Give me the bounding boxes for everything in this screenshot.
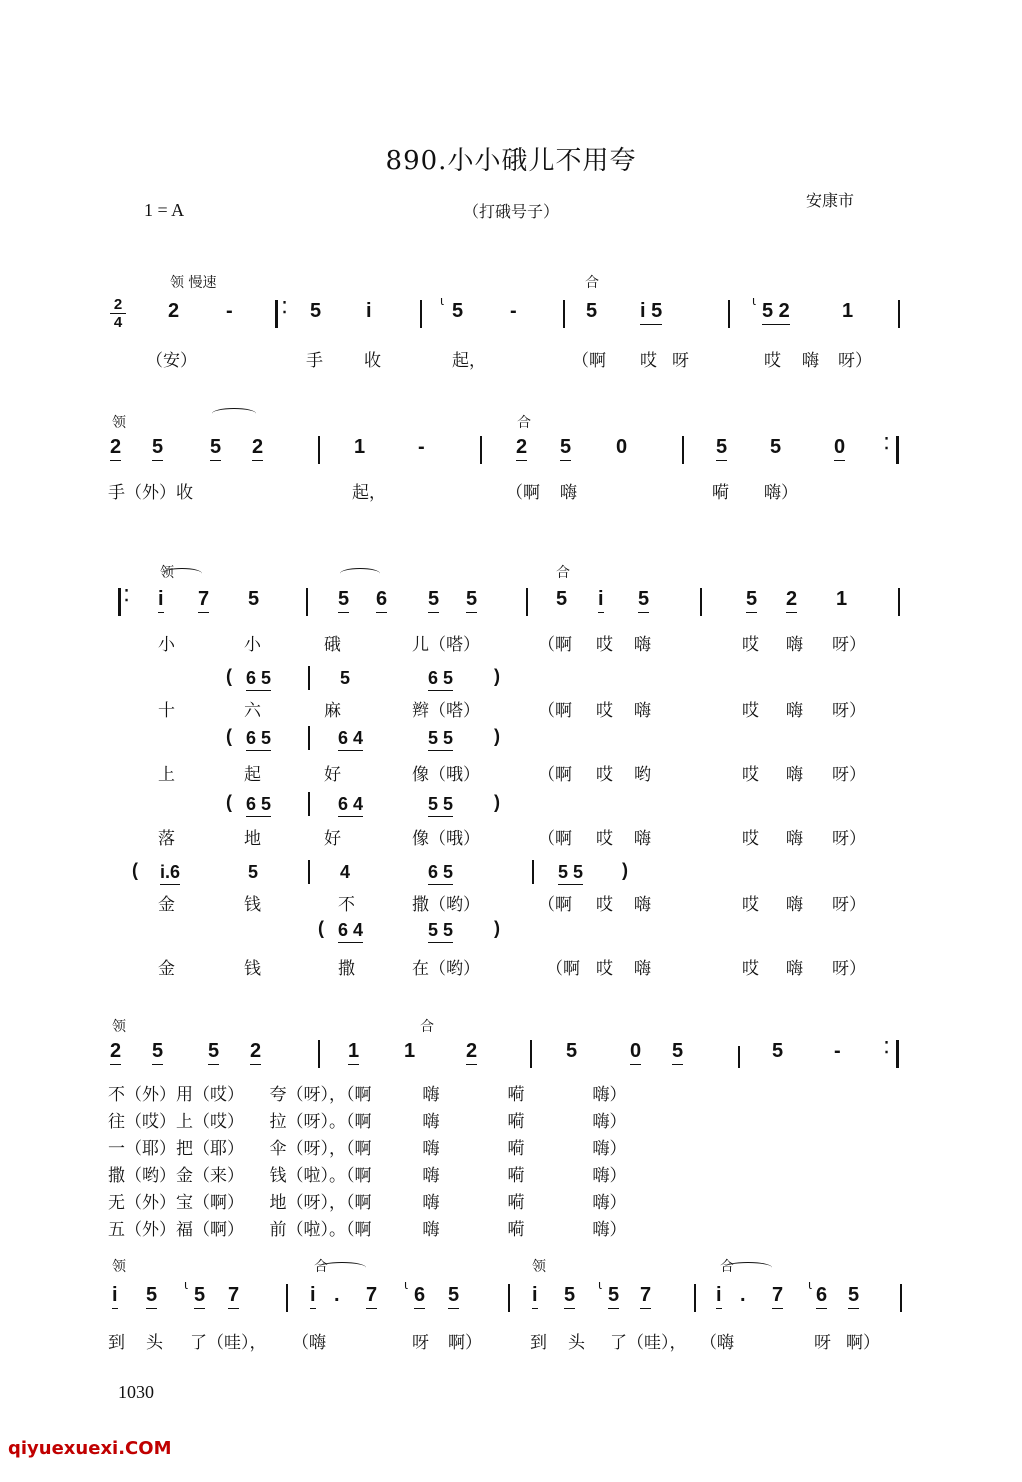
cue-lead: 领 — [112, 1259, 126, 1275]
alt-bracket-close: ) — [494, 792, 500, 812]
slur-mark — [340, 568, 380, 579]
slur-mark — [318, 1262, 366, 1273]
alt-bracket-open: ( — [226, 792, 232, 812]
grace-ornament-icon: ɩ — [404, 1278, 409, 1292]
lyric: 嗨 — [786, 635, 803, 655]
genre-subtitle: （打硪号子） — [462, 202, 559, 221]
alt-note-group: 6 4 — [338, 728, 363, 751]
lyric: 起， — [452, 351, 486, 371]
note: 5 — [556, 588, 568, 610]
note: 5 — [566, 1040, 578, 1062]
lyric: 哟 — [634, 765, 651, 785]
alt-bracket-open: ( — [132, 860, 138, 880]
note: 2 — [110, 1040, 121, 1065]
lyric: （啊 — [538, 635, 572, 655]
barline — [286, 1284, 288, 1312]
note: i — [716, 1284, 722, 1309]
lyric: 麻 — [324, 701, 341, 721]
slur-mark — [212, 408, 256, 419]
note: 5 — [248, 588, 260, 610]
cue-chorus: 合 — [585, 275, 599, 291]
lyric: （啊 — [538, 765, 572, 785]
note: 5 — [716, 436, 727, 461]
cue-chorus: 合 — [517, 415, 531, 431]
page-title: 890.小小硪儿不用夸 — [385, 146, 637, 176]
alt-bracket-close: ) — [494, 726, 500, 746]
lyric: 撒 — [338, 959, 355, 979]
barline — [700, 588, 702, 616]
lyric: 哎 — [596, 701, 613, 721]
barline — [508, 1284, 510, 1312]
lyric: 头 — [568, 1333, 585, 1353]
lyric: 嗨 — [634, 959, 651, 979]
note: 5 — [564, 1284, 575, 1309]
lyric: 儿（嗒） — [412, 635, 480, 655]
note: 5 — [608, 1284, 619, 1309]
note: 5 — [152, 1040, 163, 1065]
page-number: 1030 — [118, 1382, 154, 1402]
lyric: 嗨 — [786, 829, 803, 849]
lyric: 哎 — [640, 351, 657, 371]
note: 7 — [198, 588, 209, 613]
lyric: 嗨 — [634, 895, 651, 915]
lyric: 像（哦） — [412, 829, 480, 849]
lyric: 哎 — [596, 895, 613, 915]
notes-line-1 — [0, 294, 1022, 340]
lyric: 嗨 — [786, 895, 803, 915]
note: 5 — [208, 1040, 219, 1065]
barline — [532, 860, 534, 884]
verse-line: 五（外）福（啊） 前（啦）。（啊 嗨 嗬 嗨） — [108, 1220, 627, 1240]
note: 5 — [210, 436, 221, 461]
notes-line-5 — [0, 1278, 1022, 1324]
lyric: 地 — [244, 829, 261, 849]
note: 5 — [310, 300, 322, 322]
lyric: 呀） — [832, 895, 866, 915]
lyric: 金 — [158, 959, 175, 979]
alt-note-group: 6 4 — [338, 920, 363, 943]
note: 1 — [842, 300, 854, 322]
repeat-dots-icon: ⁚ — [884, 1040, 890, 1057]
grace-ornament-icon: ɩ — [808, 1278, 813, 1292]
note: 2 — [252, 436, 263, 461]
barline — [898, 588, 900, 616]
cue-lead-slow: 领 慢速 — [170, 275, 217, 291]
notes-line-2 — [0, 436, 1022, 476]
lyric: 好 — [324, 829, 341, 849]
lyric: 哎 — [596, 829, 613, 849]
barline — [900, 1284, 902, 1312]
lyric: 上 — [158, 765, 175, 785]
note: 5 — [848, 1284, 859, 1309]
note: 2 — [250, 1040, 261, 1065]
note: 5 — [586, 300, 598, 322]
note: i — [112, 1284, 118, 1309]
lyric: 嗨 — [634, 829, 651, 849]
time-signature-bottom: 4 — [113, 314, 123, 331]
time-signature-top: 2 — [113, 296, 123, 313]
note: 2 — [516, 436, 527, 461]
notes-line-4 — [0, 1040, 1022, 1080]
lyric: 六 — [244, 701, 261, 721]
note: 5 — [452, 300, 464, 322]
lyric: （啊 — [538, 829, 572, 849]
place-of-origin: 安康市 — [806, 191, 855, 210]
barline — [728, 300, 730, 328]
lyric: 撒（哟） — [412, 895, 480, 915]
key-signature: 1 = A — [144, 200, 185, 220]
note-rest: 0 — [616, 436, 628, 458]
repeat-start — [118, 588, 121, 616]
note-hold: - — [226, 300, 233, 322]
alt-note-group: 6 5 — [246, 668, 271, 691]
lyric: 啊） — [448, 1333, 482, 1353]
repeat-dots-icon: ⁚ — [124, 588, 130, 605]
lyric: 哎 — [742, 895, 759, 915]
alt-note-group: 6 5 — [428, 862, 453, 885]
alt-bracket-close: ) — [494, 918, 500, 938]
note: 2 — [786, 588, 797, 613]
lyric: 小 — [244, 635, 261, 655]
lyric: 在（哟） — [412, 959, 480, 979]
note: 5 — [746, 588, 757, 613]
lyric: 嗨 — [634, 635, 651, 655]
lyric: 嗨） — [764, 483, 798, 503]
note-group: i 5 — [640, 300, 662, 325]
lyric: 嗨 — [786, 701, 803, 721]
note: 5 — [638, 588, 649, 613]
barline — [530, 1040, 532, 1068]
barline — [563, 300, 565, 328]
note: 5 — [672, 1040, 683, 1065]
note: 5 — [428, 588, 439, 613]
note: 1 — [348, 1040, 359, 1065]
barline — [318, 436, 320, 464]
slur-mark — [162, 568, 202, 579]
lyric: 呀） — [832, 701, 866, 721]
lyric: 哎 — [742, 765, 759, 785]
lyric: （嗨 — [292, 1333, 326, 1353]
lyric: 呀） — [832, 635, 866, 655]
note: 5 — [466, 588, 477, 613]
lyric: 硪 — [324, 635, 341, 655]
lyric: 呀 — [672, 351, 689, 371]
repeat-end — [896, 436, 899, 464]
note-hold: - — [834, 1040, 841, 1062]
cue-chorus: 合 — [556, 565, 570, 581]
cue-chorus: 合 — [420, 1019, 434, 1035]
repeat-start — [275, 300, 278, 328]
cue-lead: 领 — [112, 415, 126, 431]
lyric: 嗬 — [712, 483, 729, 503]
lyric: 呀） — [832, 829, 866, 849]
barline — [682, 436, 684, 464]
lyric: 哎 — [742, 701, 759, 721]
lyric: 好 — [324, 765, 341, 785]
barline — [318, 1040, 320, 1068]
note: 5 — [338, 588, 349, 613]
barline — [694, 1284, 696, 1312]
note-hold: - — [510, 300, 517, 322]
note: 1 — [836, 588, 848, 610]
repeat-dots-icon: ⁚ — [282, 300, 288, 317]
note: 5 — [772, 1040, 784, 1062]
barline — [898, 300, 900, 328]
barline — [738, 1046, 740, 1068]
note: i — [310, 1284, 316, 1309]
note: 7 — [772, 1284, 783, 1309]
lyric: （啊 — [572, 351, 606, 371]
alt-note-group: 6 5 — [246, 728, 271, 751]
alt-note-group: i.6 — [160, 862, 180, 885]
note: 7 — [366, 1284, 377, 1309]
lyric: 啊） — [846, 1333, 880, 1353]
note: 5 — [152, 436, 163, 461]
verse-line: 撒（哟）金（来） 钱（啦）。（啊 嗨 嗬 嗨） — [108, 1166, 627, 1186]
note: i — [158, 588, 164, 613]
lyric: （啊 — [546, 959, 580, 979]
lyric: 哎 — [596, 959, 613, 979]
lyric: 呀） — [832, 959, 866, 979]
lyric: 呀） — [838, 351, 872, 371]
lyric: 起 — [244, 765, 261, 785]
note: i — [366, 300, 372, 322]
lyric: 起， — [352, 483, 386, 503]
note: 7 — [228, 1284, 239, 1309]
grace-ornament-icon: ɩ — [440, 294, 445, 308]
barline — [480, 436, 482, 464]
alt-bracket-close: ) — [622, 860, 628, 880]
lyric: 十 — [158, 701, 175, 721]
lyric: 哎 — [742, 959, 759, 979]
repeat-dots-icon: ⁚ — [884, 436, 890, 453]
lyric: 哎 — [596, 765, 613, 785]
lyric: 哎 — [742, 829, 759, 849]
grace-ornament-icon: ɩ — [752, 294, 757, 308]
alt-bracket-open: ( — [226, 666, 232, 686]
alt-bracket-open: ( — [318, 918, 324, 938]
note-hold: - — [418, 436, 425, 458]
note: i — [532, 1284, 538, 1309]
note-group: 5 2 — [762, 300, 790, 325]
note: 5 — [448, 1284, 459, 1309]
barline — [308, 666, 310, 690]
lyric: 收 — [364, 351, 381, 371]
lyric: 钱 — [244, 895, 261, 915]
alt-bracket-close: ) — [494, 666, 500, 686]
alt-note: 5 — [248, 862, 259, 882]
lyric: 呀） — [832, 765, 866, 785]
lyric: 嗨 — [786, 959, 803, 979]
alt-note-group: 6 4 — [338, 794, 363, 817]
lyric: 嗨 — [802, 351, 819, 371]
barline — [308, 792, 310, 816]
verse-line: 往（哎）上（哎） 拉（呀）。（啊 嗨 嗬 嗨） — [108, 1112, 627, 1132]
lyric: 了（哇）， — [610, 1333, 687, 1353]
repeat-end — [896, 1040, 899, 1068]
alt-note-group: 5 5 — [558, 862, 583, 885]
lyric: 辫（嗒） — [412, 701, 480, 721]
lyric: 到 — [530, 1333, 547, 1353]
lyric: 哎 — [764, 351, 781, 371]
notes-line-3 — [0, 588, 1022, 628]
note: 5 — [770, 436, 782, 458]
lyric: 嗨 — [634, 701, 651, 721]
watermark-logo: qiyuexuexi.COM — [8, 1438, 172, 1459]
cue-chorus: 合 — [720, 1259, 734, 1275]
lyric: 手 — [306, 351, 323, 371]
alt-note-group: 6 5 — [428, 668, 453, 691]
alt-note: 4 — [340, 862, 351, 882]
cue-lead: 领 — [532, 1259, 546, 1275]
verse-line: 无（外）宝（啊） 地（呀），（啊 嗨 嗬 嗨） — [108, 1193, 627, 1213]
note: 6 — [414, 1284, 425, 1309]
note: 5 — [194, 1284, 205, 1309]
barline — [526, 588, 528, 616]
note-rest: 0 — [834, 436, 845, 461]
lyric: （啊 — [538, 701, 572, 721]
lyric: 手（外）收 — [108, 483, 193, 503]
lyric: 落 — [158, 829, 175, 849]
note: 7 — [640, 1284, 651, 1309]
cue-lead: 领 — [160, 565, 174, 581]
lyric: 哎 — [596, 635, 613, 655]
slur-mark — [724, 1262, 772, 1273]
alt-note: 5 — [340, 668, 351, 688]
lyric: 呀 — [412, 1333, 429, 1353]
note: 2 — [110, 436, 121, 461]
lyric: 哎 — [742, 635, 759, 655]
lyric: 嗨 — [560, 483, 577, 503]
alt-note-group: 5 5 — [428, 728, 453, 751]
note: 6 — [376, 588, 387, 613]
lyric: 头 — [146, 1333, 163, 1353]
lyric: 嗨 — [786, 765, 803, 785]
lyric: （嗨 — [700, 1333, 734, 1353]
lyric: 呀 — [814, 1333, 831, 1353]
alt-note-group: 6 5 — [246, 794, 271, 817]
alt-note-group: 5 5 — [428, 920, 453, 943]
note: 1 — [354, 436, 366, 458]
lyric: 钱 — [244, 959, 261, 979]
lyric: 不 — [338, 895, 355, 915]
note: 0 — [630, 1040, 641, 1065]
lyric: 像（哦） — [412, 765, 480, 785]
note: i — [598, 588, 604, 613]
lyric: 到 — [108, 1333, 125, 1353]
barline — [420, 300, 422, 328]
lyric: （啊 — [506, 483, 540, 503]
alt-bracket-open: ( — [226, 726, 232, 746]
lyric: （啊 — [538, 895, 572, 915]
note-dot: . — [740, 1284, 746, 1306]
grace-ornament-icon: ɩ — [598, 1278, 603, 1292]
lyric: 了（哇）， — [190, 1333, 267, 1353]
barline — [306, 588, 308, 616]
barline — [308, 726, 310, 750]
lyric: 小 — [158, 635, 175, 655]
verse-line: 一（耶）把（耶） 伞（呀），（啊 嗨 嗬 嗨） — [108, 1139, 627, 1159]
lyric: （安） — [146, 351, 197, 371]
grace-ornament-icon: ɩ — [184, 1278, 189, 1292]
note-dot: . — [334, 1284, 340, 1306]
note: 5 — [146, 1284, 157, 1309]
barline — [308, 860, 310, 884]
note: 2 — [168, 300, 180, 322]
cue-lead: 领 — [112, 1019, 126, 1035]
note: 6 — [816, 1284, 827, 1309]
lyric: 金 — [158, 895, 175, 915]
note: 5 — [560, 436, 571, 461]
verse-line: 不（外）用（哎） 夸（呀），（啊 嗨 嗬 嗨） — [108, 1085, 627, 1105]
note: 1 — [404, 1040, 416, 1062]
note: 2 — [466, 1040, 477, 1065]
cue-chorus: 合 — [314, 1259, 328, 1275]
alt-note-group: 5 5 — [428, 794, 453, 817]
